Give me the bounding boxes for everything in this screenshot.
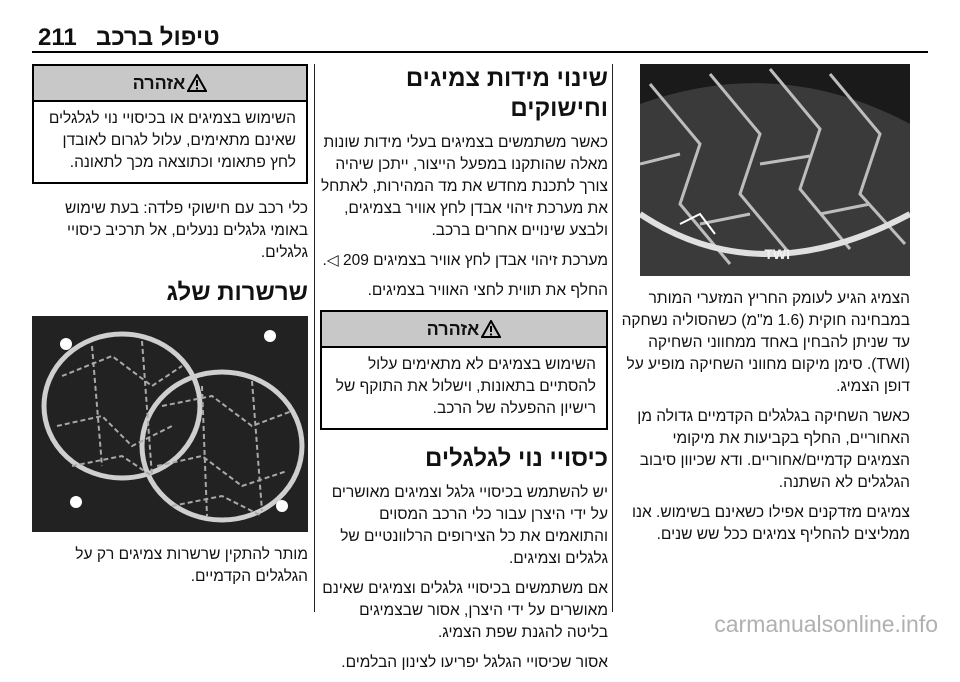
paragraph: כאשר השחיקה בגלגלים הקדמיים גדולה מן האחוריים, החלף בקביעות את מיקומי הצמיגים קדמיים/אחוריים. ודא שכיוון סיבוב הגלגלים לא השתנה. bbox=[637, 408, 910, 491]
paragraph: כאשר משתמשים בצמיגים בעלי מידות שונות מאלה שהותקנו במפעל הייצור, ייתכן שיהיה צורך לתכנת מחדש את מד המהירות, לאתחל את מערכת זיהוי אבדן לחץ אוויר בצמיגים, ולבצע שינויים אחרים ברכב. bbox=[320, 134, 608, 239]
header-rule bbox=[32, 51, 928, 53]
warning-title: אזהרה bbox=[132, 72, 186, 93]
paragraph: החלף את תווית לחצי האוויר בצמיגים. bbox=[367, 282, 608, 299]
warning-triangle-icon bbox=[187, 74, 207, 92]
twi-label: TWI bbox=[764, 246, 790, 262]
column-right bbox=[620, 64, 910, 554]
section-title: טיפול ברכב bbox=[96, 24, 220, 51]
paragraph: צמיגים מזדקנים אפילו כשאינם בשימוש. אנו ממליצים להחליף צמיגים ככל שש שנים. bbox=[631, 504, 910, 543]
paragraph: אם משתמשים בכיסויי גלגלים וצמיגים שאינם מאושרים על ידי היצרן, אסור שבצמיגים בליטה להגנת שפת הצמיג. bbox=[322, 580, 608, 641]
heading-snow-chains: שרשרות שלג bbox=[166, 279, 308, 306]
watermark: carmanualsonline.info bbox=[714, 611, 938, 637]
column-left bbox=[32, 64, 308, 596]
paragraph: אסור שכיסויי הגלגל יפריעו לצינון הבלמים. bbox=[341, 654, 608, 671]
warning-header bbox=[34, 66, 306, 102]
paragraph: הצמיג הגיע לעומק החריץ המזערי המותר במבחינה חוקית (1.6 מ"מ) כשהסוליה נשחקה עד שניתן להבחין באחד ממחווני השחיקה (TWI). סימן מיקום מחווני השחיקה מופיע על דופן הצמיג. bbox=[621, 290, 910, 395]
column-divider bbox=[612, 64, 613, 612]
paragraph: כלי רכב עם חישוקי פלדה: בעת שימוש באומי גלגלים ננעלים, אל תרכיב כיסויי גלגלים. bbox=[64, 200, 308, 261]
column-divider bbox=[314, 64, 315, 612]
paragraph: מותר להתקין שרשרות צמיגים רק על הגלגלים הקדמיים. bbox=[75, 546, 308, 585]
heading-tire-size-change: שינוי מידות צמיגים וחישוקים bbox=[405, 65, 608, 122]
paragraph: יש להשתמש בכיסויי גלגל וצמיגים מאושרים על ידי היצרן עבור כלי הרכב המסוים והתואמים את כל הצירופים הרלוונטיים של גלגלים וצמיגים. bbox=[331, 484, 608, 567]
tire-tread-illustration bbox=[640, 64, 910, 276]
page-header bbox=[0, 0, 960, 56]
page-number: 211 bbox=[38, 24, 77, 51]
snow-chains-illustration bbox=[32, 316, 308, 532]
warning-title: אזהרה bbox=[426, 318, 480, 339]
warning-box bbox=[320, 310, 608, 430]
warning-header bbox=[322, 312, 606, 348]
warning-box bbox=[32, 64, 308, 184]
warning-triangle-icon bbox=[481, 320, 501, 338]
warning-text: השימוש בצמיגים לא מתאימים עלול להסתיים בתאונות, וישלול את התוקף של רישיון ההפעלה של הרכב. bbox=[335, 356, 596, 417]
heading-wheel-covers: כיסויי נוי לגלגלים bbox=[425, 445, 608, 472]
column-middle bbox=[320, 64, 608, 682]
cross-reference: מערכת זיהוי אבדן לחץ אוויר בצמיגים 209 ◁. bbox=[322, 252, 608, 269]
warning-text: השימוש בצמיגים או בכיסויי נוי לגלגלים שאינם מתאימים, עלול לגרום לאובדן לחץ פתאומי וכתוצאה מכך לתאונה. bbox=[48, 110, 296, 171]
